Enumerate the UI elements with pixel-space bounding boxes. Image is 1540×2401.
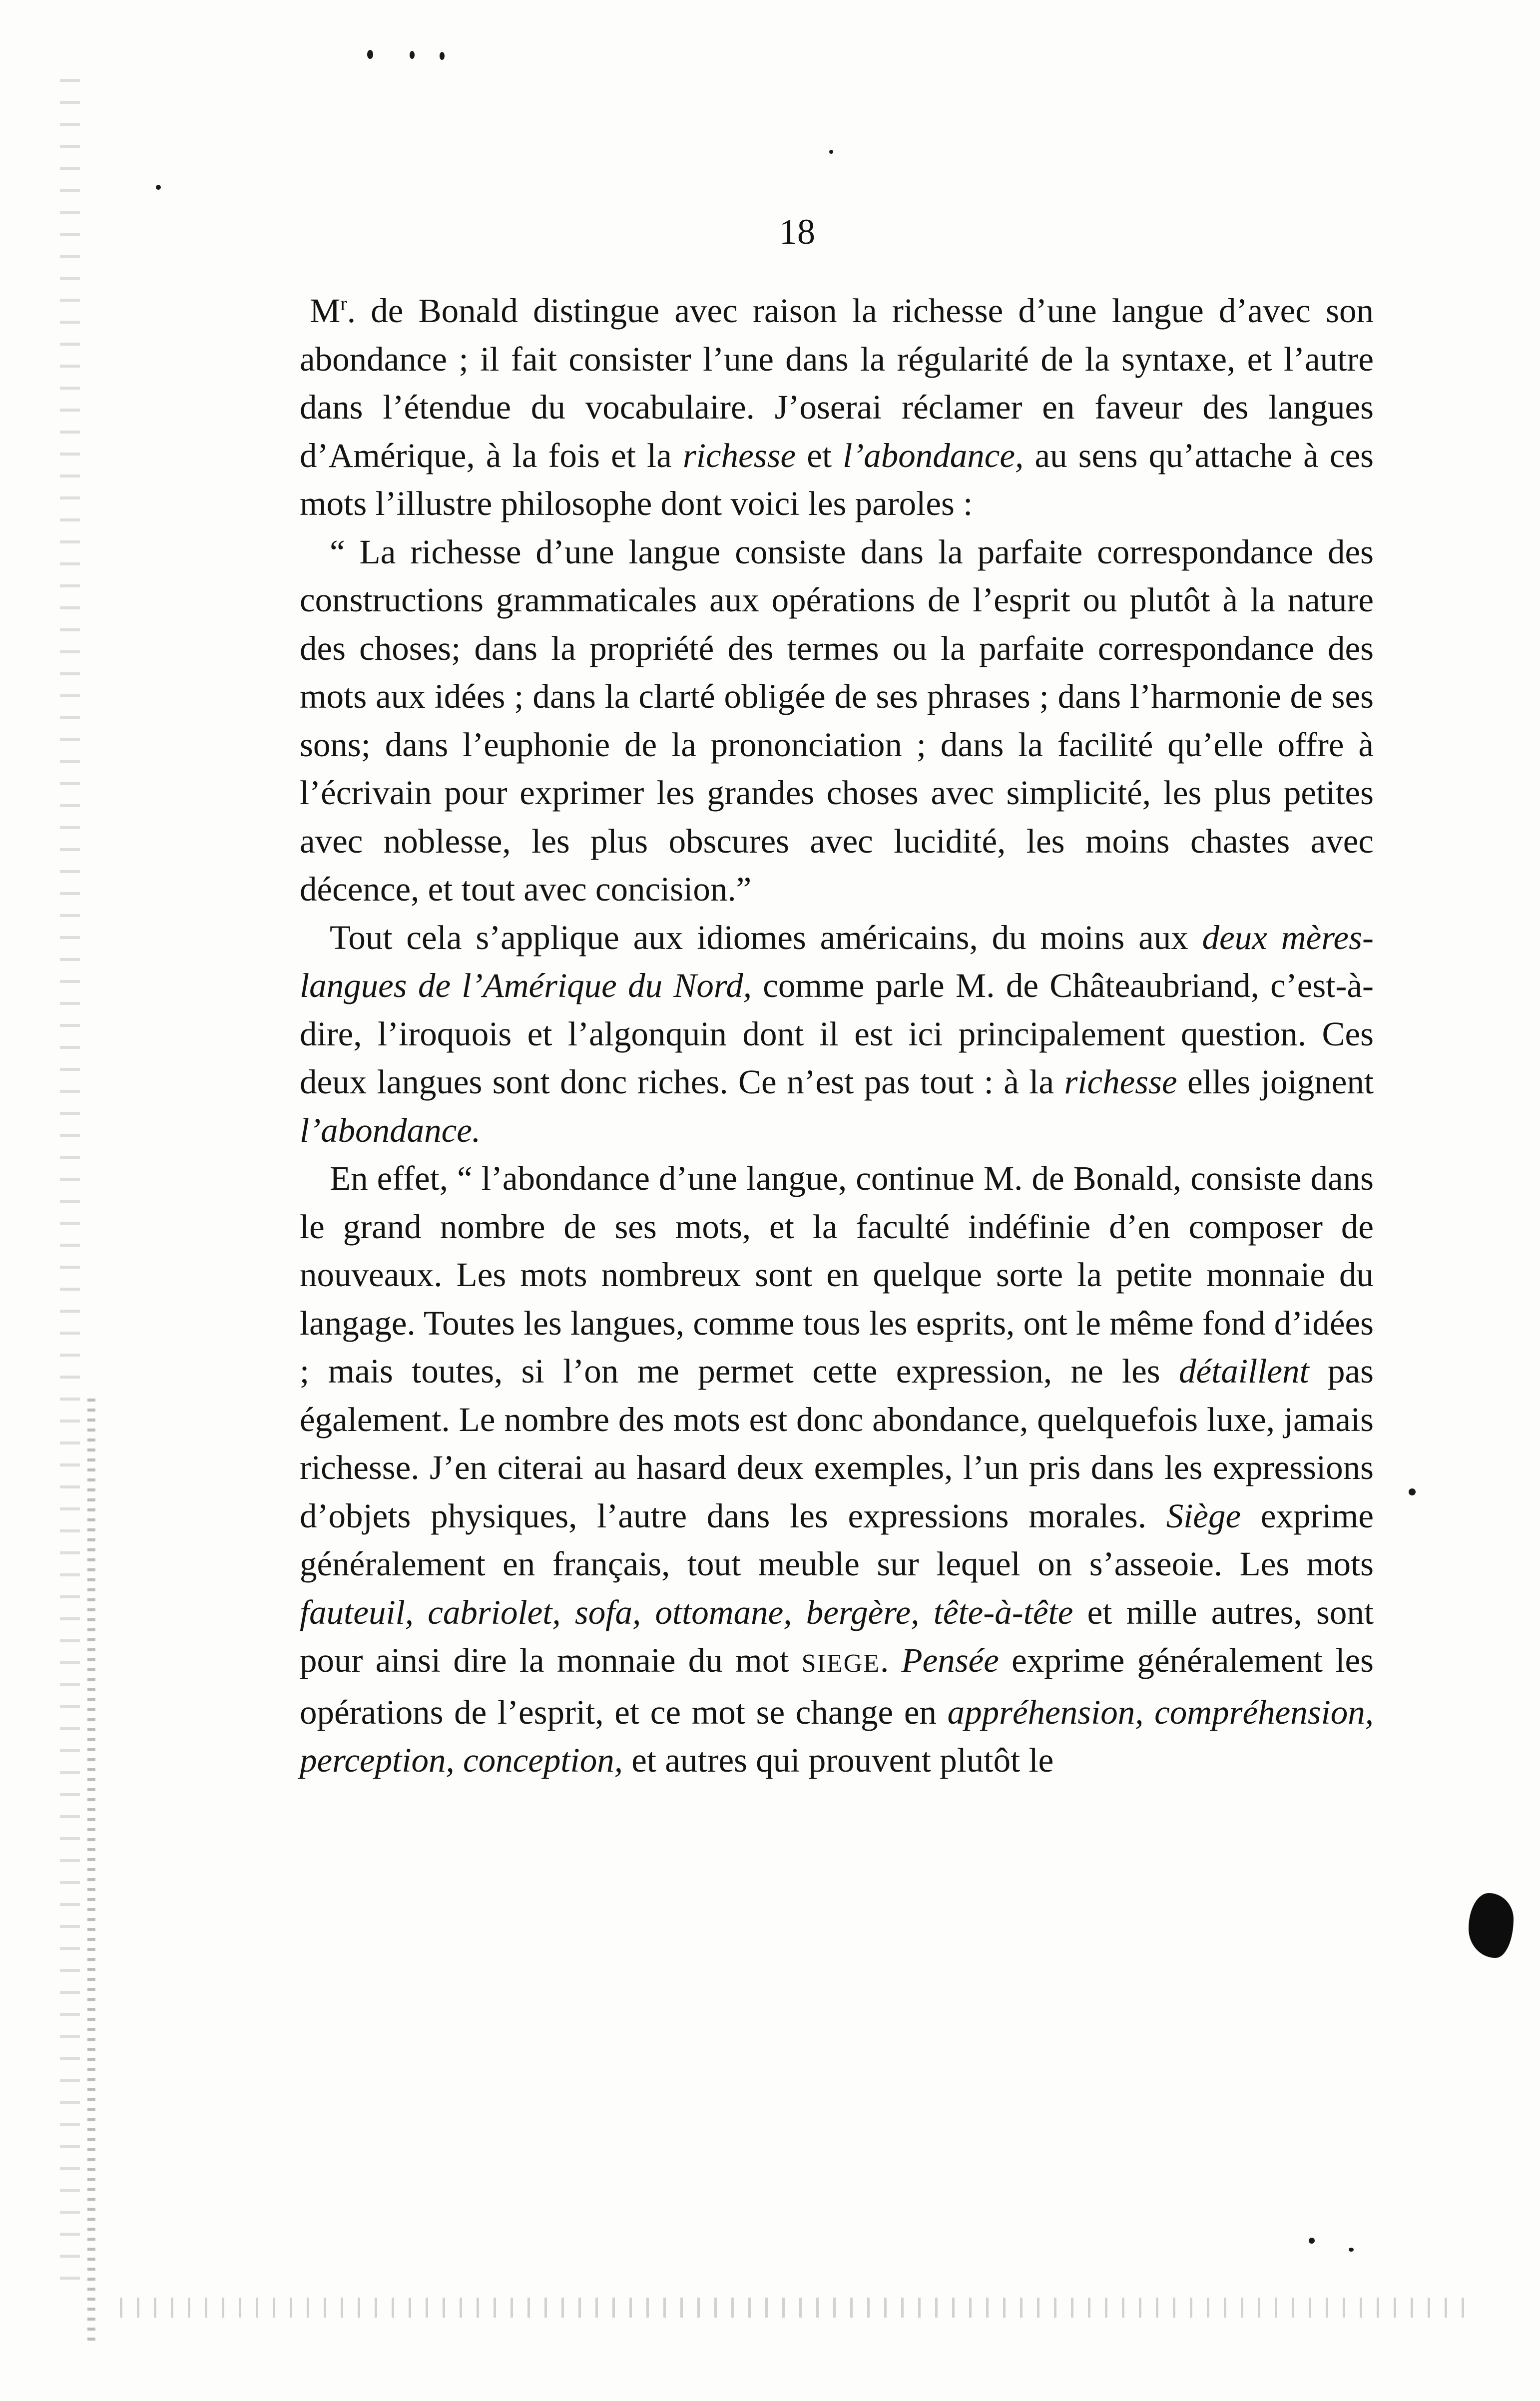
text-run: et autres qui prouvent plutôt le [622,1741,1054,1779]
ink-speck [1349,2248,1354,2252]
bottom-edge-noise [120,2298,1469,2318]
text-run: Tout cela s’applique aux idiomes américains, du moins aux [330,918,1202,957]
ink-blot [1469,1893,1514,1958]
ink-speck [829,150,833,154]
ink-speck [1309,2238,1315,2244]
text-run: pas également. Le nombre des mots est donc abondance, quelquefois luxe, jamais richesse. J’en citerai au hasard deux exemples, l’un pris dans les expressions d’objets physiques, l’autre dans les expressions morales. [300,1352,1374,1535]
italic-term: deux mères-langues de l’Amérique du Nord, [300,918,1374,1004]
binding-gutter-shadow [60,60,80,2283]
binding-gutter-marks [87,1399,95,2348]
paragraph-3 [300,914,1374,1155]
italic-term: fauteuil, cabriolet, sofa, ottomane, bergère, tête-à-tête [300,1593,1073,1631]
superscript: r [340,292,347,315]
text-run: . de Bonald distingue avec raison la richesse d’une langue d’avec son abondance ; il fait consister l’une dans la régularité de la syntaxe, et l’autre dans l’étendue du vocabulaire. J’oserai réclamer en faveur des langues d’Amérique, à la fois et la [300,292,1374,475]
page-number: 18 [779,212,815,252]
italic-term: détaillent [1179,1352,1309,1390]
text-run: et mille autres, sont pour ainsi dire la monnaie du mot [300,1593,1374,1679]
italic-term: appréhension, compréhension, perception, conception, [300,1693,1374,1779]
paragraph-4 [300,1154,1374,1785]
ink-speck [1409,1488,1416,1495]
italic-term: Siège [1166,1496,1241,1535]
text-run: “ La richesse d’une langue consiste dans la parfaite correspondance des constructions grammaticales aux opérations de l’esprit ou plutôt à la nature des choses; dans la propriété des termes ou la parfaite correspondance des mots aux idées ; dans la clarté obligée de ses phrases ; dans l’harmonie de ses sons; dans l’euphonie de la prononciation ; dans la facilité qu’elle offre à l’écrivain pour exprimer les grandes choses avec simplicité, les plus petites avec noblesse, les plus obscures avec lucidité, les moins chastes avec décence, et tout avec concision.” [300,532,1374,908]
paragraph-2-quotation [300,528,1374,914]
text-run: . [880,1641,902,1679]
italic-term: l’abondance. [300,1111,481,1149]
text-run: elles joignent [1177,1063,1374,1101]
italic-term: Pensée [901,1641,999,1679]
text-run: et [796,436,843,475]
ink-speck [156,185,161,190]
text-run: au sens qu’attache à ces mots l’illustre philosophe dont voici les paroles : [300,436,1374,522]
body-text [300,280,1374,1785]
paragraph-1 [300,280,1374,528]
italic-term: richesse [1064,1063,1177,1101]
text-run: M [310,292,341,330]
text-run: comme parle M. de Châteaubriand, c’est-à-dire, l’iroquois et l’algonquin dont il est ici principalement question. Ces deux langues sont donc riches. Ce n’est pas tout : à la [300,966,1374,1101]
text-run: exprime généralement les opérations de l’esprit, et ce mot se change en [300,1641,1374,1731]
ink-speck [367,50,373,59]
text-run: En effet, “ l’abondance d’une langue, continue M. de Bonald, consiste dans le grand nombre de ses mots, et la faculté indéfinie d’en composer de nouveaux. Les mots nombreux sont en quelque sorte la petite monnaie du langage. Toutes les langues, comme tous les esprits, ont le même fond d’idées ; mais toutes, si l’on me permet cette expression, ne les [300,1159,1374,1390]
text-run: exprime généralement en français, tout meuble sur lequel on s’asseoie. Les mots [300,1496,1374,1583]
italic-term: l’abondance, [843,436,1024,475]
ink-speck [410,51,415,59]
small-caps-term: SIEGE [801,1649,880,1678]
italic-term: richesse [682,436,796,475]
ink-speck [440,52,445,60]
